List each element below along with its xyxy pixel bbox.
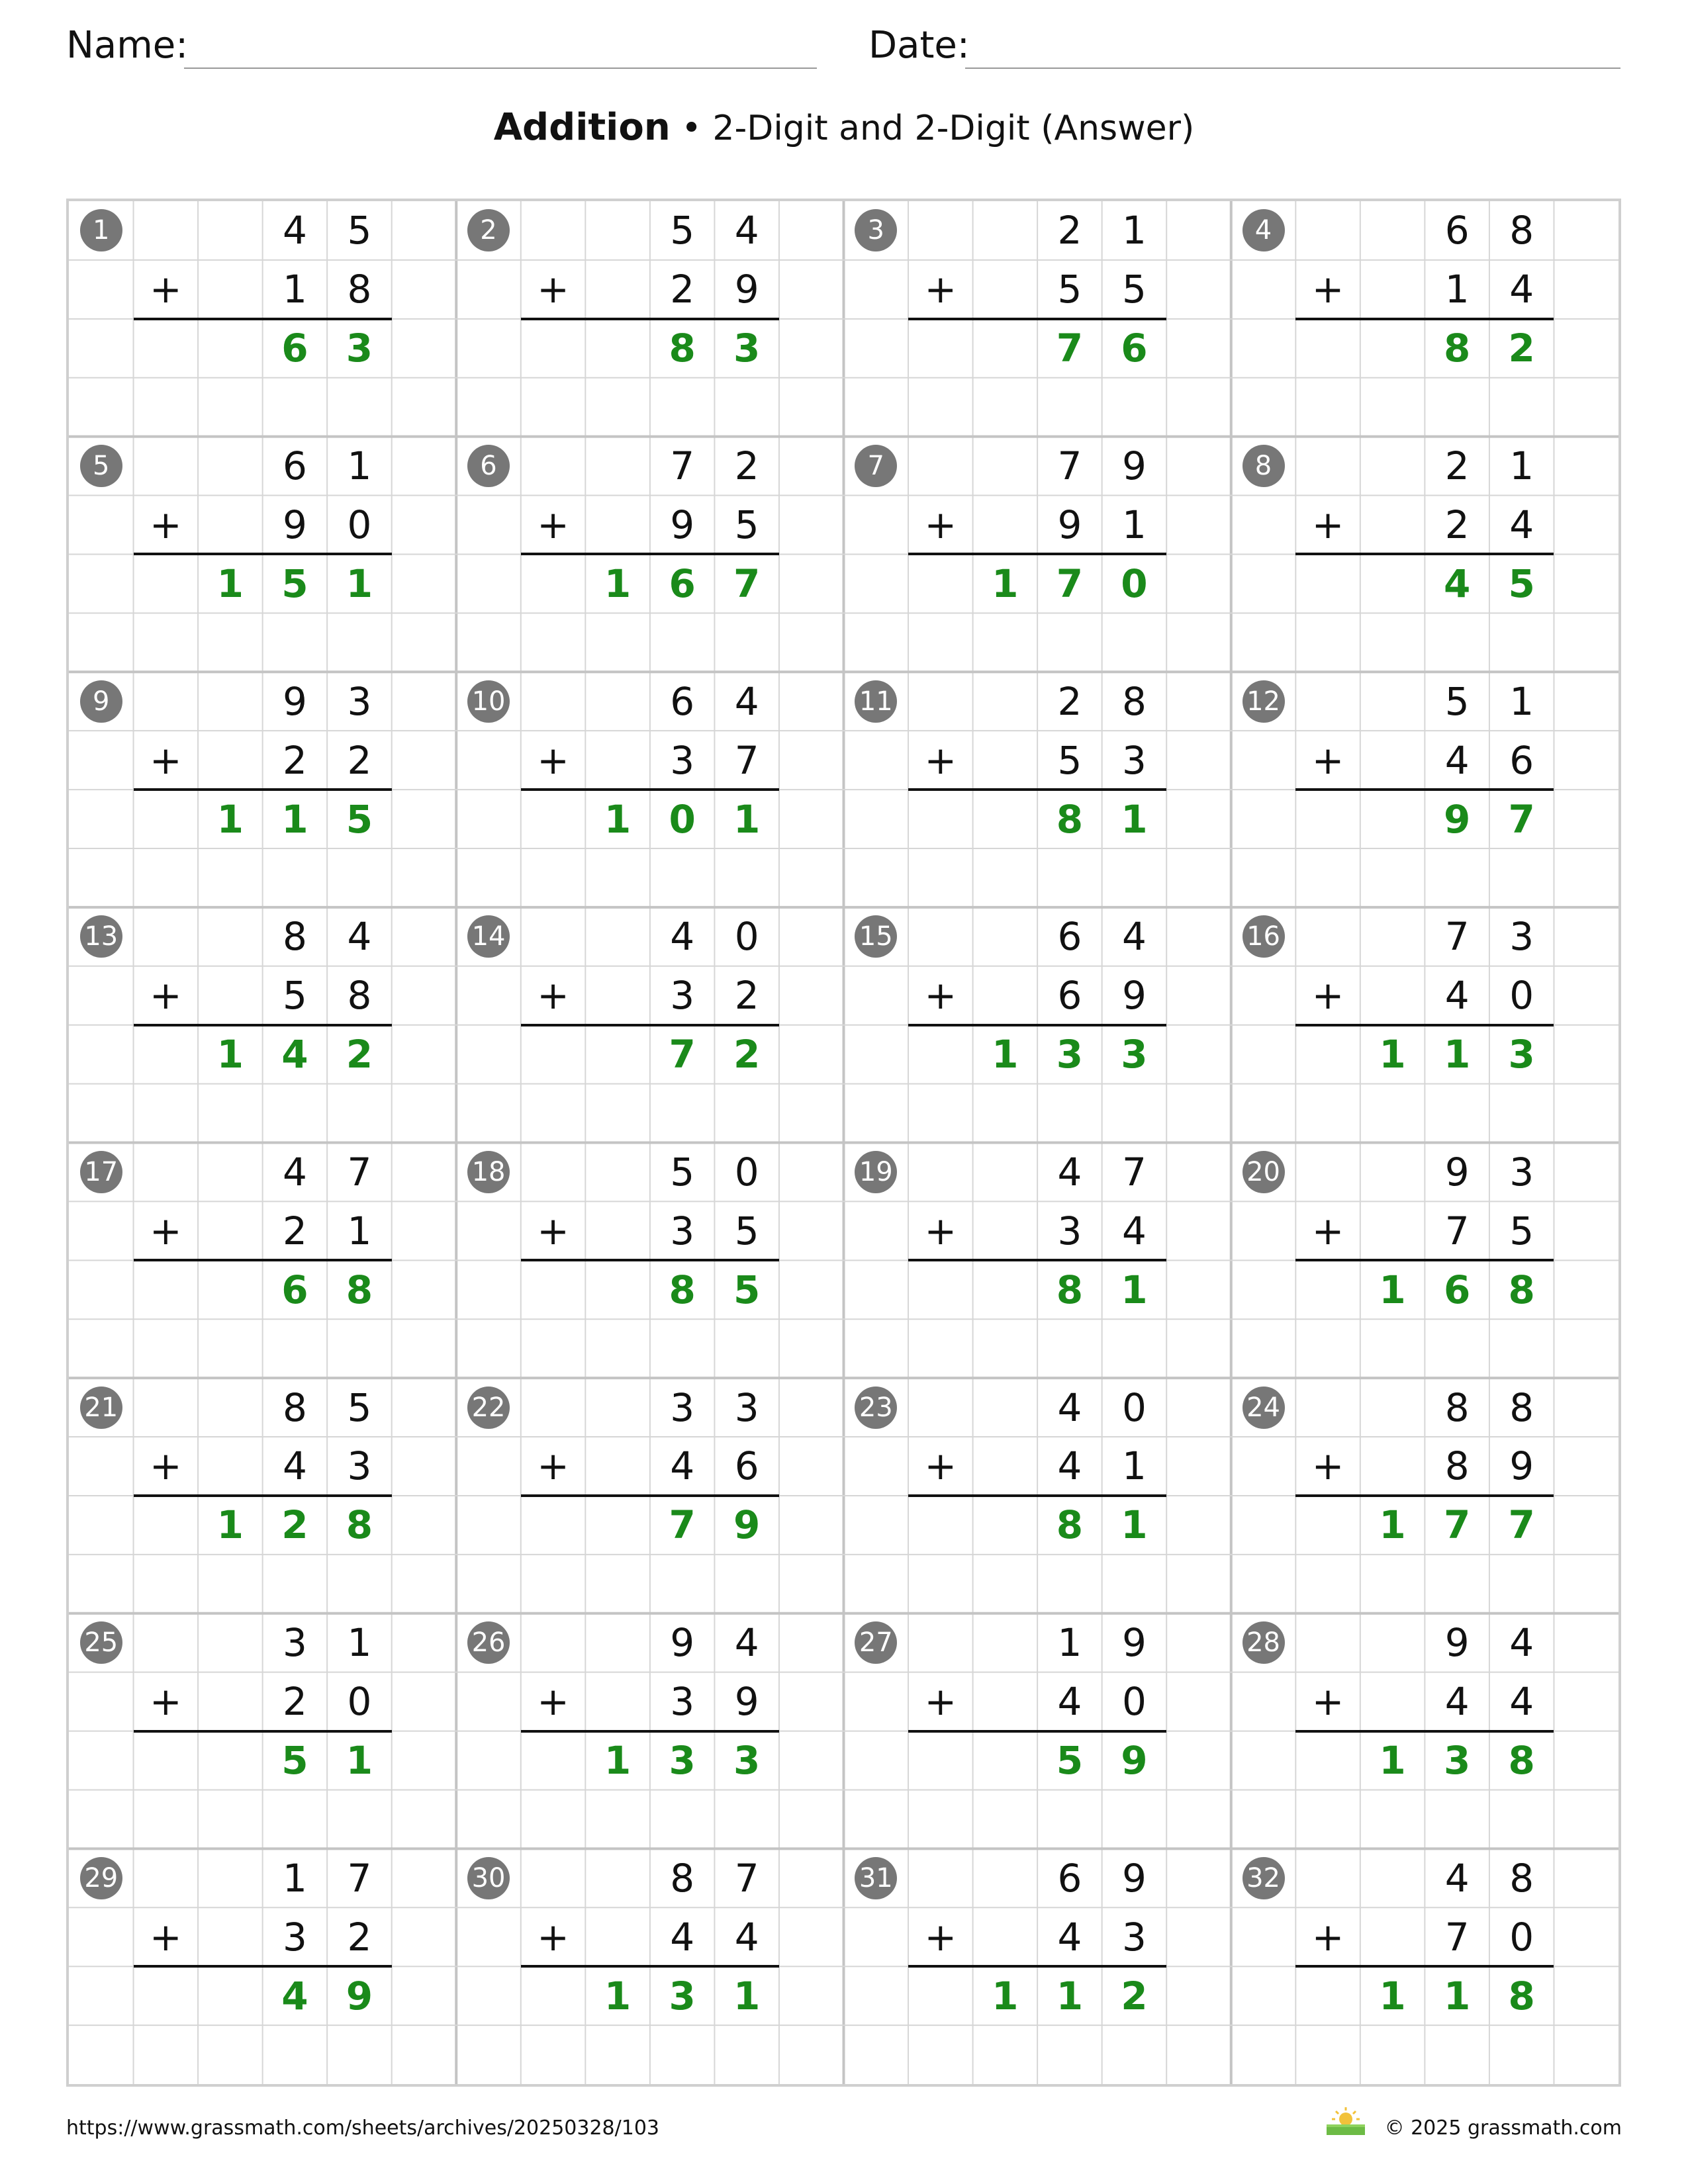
addend-digit: 8 <box>670 1855 695 1901</box>
addend-digit: 3 <box>347 1443 372 1489</box>
plus-sign: + <box>924 1679 957 1725</box>
addend-digit: 0 <box>734 914 759 960</box>
problem-number-badge: 20 <box>1243 1151 1285 1193</box>
plus-sign: + <box>924 267 957 312</box>
addend-digit: 2 <box>670 267 695 312</box>
addend-digit: 0 <box>1509 973 1534 1019</box>
plus-sign: + <box>149 1443 182 1489</box>
name-line[interactable] <box>184 68 817 69</box>
addend-digit: 1 <box>1121 1443 1147 1489</box>
answer-digit: 4 <box>281 1032 308 1077</box>
plus-sign: + <box>149 973 182 1019</box>
problem-number-badge: 14 <box>467 915 510 958</box>
answer-digit: 1 <box>1379 1502 1406 1548</box>
addend-digit: 7 <box>1121 1149 1147 1195</box>
problem-number-badge: 8 <box>1243 445 1285 487</box>
plus-sign: + <box>924 502 957 547</box>
addend-digit: 6 <box>734 1443 759 1489</box>
answer-digit: 2 <box>1121 1973 1148 2019</box>
date-label: Date: <box>868 24 970 67</box>
answer-digit: 3 <box>346 326 373 371</box>
addend-digit: 3 <box>734 1385 759 1430</box>
answer-digit: 8 <box>669 326 696 371</box>
addend-digit: 9 <box>282 502 307 547</box>
addend-digit: 7 <box>734 737 759 783</box>
plus-sign: + <box>537 1679 569 1725</box>
answer-digit: 1 <box>1379 1032 1406 1077</box>
addend-digit: 2 <box>347 737 372 783</box>
addend-digit: 8 <box>1509 1385 1534 1430</box>
answer-digit: 9 <box>1443 796 1471 842</box>
addend-digit: 9 <box>1121 1620 1147 1666</box>
title-sub: • 2-Digit and 2-Digit (Answer) <box>681 109 1195 148</box>
addend-digit: 0 <box>1121 1679 1147 1725</box>
addend-digit: 4 <box>1444 1679 1470 1725</box>
addend-digit: 9 <box>1057 502 1082 547</box>
addend-digit: 5 <box>670 208 695 253</box>
answer-digit: 9 <box>733 1502 761 1548</box>
addend-digit: 4 <box>1509 1620 1534 1666</box>
plus-sign: + <box>1311 502 1344 547</box>
plus-sign: + <box>924 1914 957 1960</box>
grass-sun-logo-icon <box>1323 2105 1369 2138</box>
addend-digit: 8 <box>1121 678 1147 724</box>
addend-digit: 5 <box>347 1385 372 1430</box>
addend-digit: 6 <box>1057 914 1082 960</box>
problem-number-badge: 23 <box>855 1387 897 1429</box>
answer-digit: 0 <box>1121 561 1148 606</box>
addend-digit: 6 <box>1444 208 1470 253</box>
problem-number-badge: 18 <box>467 1151 510 1193</box>
addend-digit: 2 <box>734 443 759 489</box>
problem-number-badge: 26 <box>467 1621 510 1664</box>
addend-digit: 4 <box>1057 1914 1082 1960</box>
answer-digit: 1 <box>1121 1502 1148 1548</box>
problem-number-badge: 28 <box>1243 1621 1285 1664</box>
answer-digit: 1 <box>604 561 632 606</box>
addend-digit: 9 <box>1444 1620 1470 1666</box>
addend-digit: 9 <box>282 678 307 724</box>
answer-digit: 9 <box>346 1973 373 2019</box>
answer-digit: 8 <box>1508 1973 1535 2019</box>
answer-digit: 2 <box>281 1502 308 1548</box>
addend-digit: 2 <box>282 1208 307 1253</box>
addend-digit: 2 <box>282 737 307 783</box>
answer-digit: 1 <box>216 561 244 606</box>
answer-digit: 1 <box>992 1032 1019 1077</box>
answer-digit: 1 <box>216 1502 244 1548</box>
addend-digit: 4 <box>1121 914 1147 960</box>
answer-digit: 8 <box>1056 796 1084 842</box>
addend-digit: 7 <box>734 1855 759 1901</box>
problem-number-badge: 2 <box>467 209 510 251</box>
plus-sign: + <box>1311 737 1344 783</box>
date-line[interactable] <box>965 68 1620 69</box>
addend-digit: 6 <box>1057 1855 1082 1901</box>
addend-digit: 3 <box>1509 914 1534 960</box>
answer-digit: 5 <box>281 1738 308 1784</box>
addend-digit: 3 <box>282 1914 307 1960</box>
addend-digit: 8 <box>1509 1855 1534 1901</box>
answer-digit: 8 <box>1056 1502 1084 1548</box>
answer-digit: 1 <box>1056 1973 1084 2019</box>
plus-sign: + <box>1311 1914 1344 1960</box>
plus-sign: + <box>537 1443 569 1489</box>
plus-sign: + <box>537 1914 569 1960</box>
addend-digit: 9 <box>1121 1855 1147 1901</box>
problem-number-badge: 6 <box>467 445 510 487</box>
problem-number-badge: 13 <box>80 915 122 958</box>
answer-digit: 5 <box>1508 561 1535 606</box>
addend-digit: 7 <box>1057 443 1082 489</box>
answer-digit: 1 <box>1121 796 1148 842</box>
addend-digit: 4 <box>282 208 307 253</box>
answer-digit: 6 <box>281 1267 308 1312</box>
addend-digit: 4 <box>1509 1679 1534 1725</box>
addend-digit: 3 <box>670 973 695 1019</box>
plus-sign: + <box>537 267 569 312</box>
problem-number-badge: 17 <box>80 1151 122 1193</box>
answer-digit: 6 <box>1443 1267 1471 1312</box>
addend-digit: 3 <box>1509 1149 1534 1195</box>
answer-digit: 0 <box>669 796 696 842</box>
addend-digit: 1 <box>282 1855 307 1901</box>
addend-digit: 6 <box>1057 973 1082 1019</box>
addend-digit: 4 <box>734 1620 759 1666</box>
addend-digit: 7 <box>1444 914 1470 960</box>
addend-digit: 8 <box>282 914 307 960</box>
answer-digit: 5 <box>346 796 373 842</box>
addend-digit: 5 <box>1057 737 1082 783</box>
addend-digit: 8 <box>1509 208 1534 253</box>
plus-sign: + <box>149 1914 182 1960</box>
problem-number-badge: 31 <box>855 1857 897 1899</box>
addend-digit: 0 <box>347 1679 372 1725</box>
addend-digit: 5 <box>1509 1208 1534 1253</box>
answer-digit: 8 <box>1056 1267 1084 1312</box>
answer-digit: 1 <box>1121 1267 1148 1312</box>
plus-sign: + <box>537 1208 569 1253</box>
addend-digit: 4 <box>1057 1443 1082 1489</box>
addend-digit: 1 <box>1509 678 1534 724</box>
answer-digit: 7 <box>1056 561 1084 606</box>
plus-sign: + <box>924 1208 957 1253</box>
addend-digit: 4 <box>670 1914 695 1960</box>
addend-digit: 9 <box>1509 1443 1534 1489</box>
addend-digit: 4 <box>1057 1149 1082 1195</box>
addend-digit: 4 <box>1121 1208 1147 1253</box>
addend-digit: 8 <box>347 973 372 1019</box>
answer-digit: 5 <box>733 1267 761 1312</box>
answer-digit: 8 <box>1508 1267 1535 1312</box>
plus-sign: + <box>537 973 569 1019</box>
plus-sign: + <box>1311 267 1344 312</box>
problem-number-badge: 21 <box>80 1387 122 1429</box>
answer-digit: 3 <box>1508 1032 1535 1077</box>
addend-digit: 2 <box>282 1679 307 1725</box>
plus-sign: + <box>924 973 957 1019</box>
addend-digit: 4 <box>734 208 759 253</box>
addend-digit: 7 <box>670 443 695 489</box>
problem-number-badge: 29 <box>80 1857 122 1899</box>
addend-digit: 1 <box>347 443 372 489</box>
problem-number-badge: 1 <box>80 209 122 251</box>
answer-digit: 7 <box>1508 1502 1535 1548</box>
answer-digit: 1 <box>1443 1032 1471 1077</box>
answer-digit: 1 <box>216 796 244 842</box>
answer-digit: 7 <box>1056 326 1084 371</box>
addend-digit: 8 <box>1444 1385 1470 1430</box>
worksheet-grid <box>66 199 1621 2087</box>
addend-digit: 5 <box>282 973 307 1019</box>
addend-digit: 0 <box>734 1149 759 1195</box>
addend-digit: 4 <box>1057 1385 1082 1430</box>
addend-digit: 3 <box>1057 1208 1082 1253</box>
addend-digit: 9 <box>670 502 695 547</box>
addend-digit: 7 <box>1444 1208 1470 1253</box>
answer-digit: 7 <box>1508 796 1535 842</box>
answer-digit: 8 <box>669 1267 696 1312</box>
answer-digit: 6 <box>281 326 308 371</box>
addend-digit: 4 <box>1057 1679 1082 1725</box>
problem-number-badge: 4 <box>1243 209 1285 251</box>
addend-digit: 1 <box>1121 502 1147 547</box>
addend-digit: 1 <box>1509 443 1534 489</box>
answer-digit: 5 <box>1056 1738 1084 1784</box>
addend-digit: 3 <box>282 1620 307 1666</box>
plus-sign: + <box>149 1679 182 1725</box>
addend-digit: 0 <box>347 502 372 547</box>
addend-digit: 3 <box>1121 737 1147 783</box>
answer-digit: 3 <box>1056 1032 1084 1077</box>
answer-digit: 2 <box>1508 326 1535 371</box>
answer-digit: 5 <box>281 561 308 606</box>
addend-digit: 4 <box>347 914 372 960</box>
answer-digit: 6 <box>669 561 696 606</box>
addend-digit: 2 <box>734 973 759 1019</box>
addend-digit: 4 <box>670 1443 695 1489</box>
problem-number-badge: 12 <box>1243 680 1285 723</box>
plus-sign: + <box>924 1443 957 1489</box>
problem-number-badge: 30 <box>467 1857 510 1899</box>
problem-number-badge: 3 <box>855 209 897 251</box>
answer-digit: 7 <box>733 561 761 606</box>
addend-digit: 7 <box>347 1149 372 1195</box>
answer-digit: 1 <box>1379 1738 1406 1784</box>
answer-digit: 1 <box>733 1973 761 2019</box>
answer-digit: 8 <box>1508 1738 1535 1784</box>
answer-digit: 7 <box>669 1032 696 1077</box>
addend-digit: 0 <box>1509 1914 1534 1960</box>
addend-digit: 1 <box>282 267 307 312</box>
problem-number-badge: 19 <box>855 1151 897 1193</box>
problem-number-badge: 9 <box>80 680 122 723</box>
problem-number-badge: 11 <box>855 680 897 723</box>
addend-digit: 2 <box>1057 678 1082 724</box>
plus-sign: + <box>149 1208 182 1253</box>
addend-digit: 3 <box>670 737 695 783</box>
title-main: Addition <box>493 106 671 149</box>
addend-digit: 3 <box>347 678 372 724</box>
plus-sign: + <box>537 502 569 547</box>
answer-digit: 8 <box>346 1267 373 1312</box>
answer-digit: 1 <box>346 1738 373 1784</box>
addend-digit: 4 <box>1509 267 1534 312</box>
addend-digit: 1 <box>1444 267 1470 312</box>
problem-number-badge: 32 <box>1243 1857 1285 1899</box>
answer-digit: 3 <box>733 326 761 371</box>
plus-sign: + <box>149 737 182 783</box>
answer-digit: 9 <box>1121 1738 1148 1784</box>
addend-digit: 3 <box>670 1208 695 1253</box>
addend-digit: 6 <box>1509 737 1534 783</box>
answer-digit: 6 <box>1121 326 1148 371</box>
problem-number-badge: 16 <box>1243 915 1285 958</box>
addend-digit: 4 <box>1444 973 1470 1019</box>
answer-digit: 7 <box>1443 1502 1471 1548</box>
addend-digit: 5 <box>1057 267 1082 312</box>
addend-digit: 8 <box>282 1385 307 1430</box>
addend-digit: 4 <box>1509 502 1534 547</box>
answer-digit: 2 <box>346 1032 373 1077</box>
plus-sign: + <box>149 267 182 312</box>
addend-digit: 3 <box>670 1385 695 1430</box>
answer-digit: 1 <box>604 796 632 842</box>
addend-digit: 5 <box>347 208 372 253</box>
addend-digit: 5 <box>734 502 759 547</box>
addend-digit: 2 <box>347 1914 372 1960</box>
footer-url: https://www.grassmath.com/sheets/archives/20250328/103 <box>66 2116 660 2140</box>
problem-number-badge: 27 <box>855 1621 897 1664</box>
addend-digit: 4 <box>282 1149 307 1195</box>
plus-sign: + <box>1311 973 1344 1019</box>
problem-number-badge: 22 <box>467 1387 510 1429</box>
addend-digit: 9 <box>1121 973 1147 1019</box>
addend-digit: 7 <box>1444 1914 1470 1960</box>
addend-digit: 4 <box>670 914 695 960</box>
answer-digit: 4 <box>1443 561 1471 606</box>
addend-digit: 4 <box>1444 737 1470 783</box>
addend-digit: 9 <box>734 267 759 312</box>
addend-digit: 8 <box>1444 1443 1470 1489</box>
addend-digit: 4 <box>734 1914 759 1960</box>
plus-sign: + <box>1311 1443 1344 1489</box>
answer-digit: 1 <box>281 796 308 842</box>
footer-copyright: © 2025 grassmath.com <box>1384 2116 1622 2140</box>
answer-digit: 1 <box>992 1973 1019 2019</box>
problem-number-badge: 15 <box>855 915 897 958</box>
answer-digit: 7 <box>669 1502 696 1548</box>
answer-digit: 4 <box>281 1973 308 2019</box>
answer-digit: 1 <box>604 1973 632 2019</box>
answer-digit: 1 <box>1379 1973 1406 2019</box>
addend-digit: 1 <box>347 1208 372 1253</box>
answer-digit: 1 <box>733 796 761 842</box>
plus-sign: + <box>149 502 182 547</box>
answer-digit: 3 <box>733 1738 761 1784</box>
problem-number-badge: 7 <box>855 445 897 487</box>
answer-digit: 1 <box>1443 1973 1471 2019</box>
addend-digit: 9 <box>670 1620 695 1666</box>
answer-digit: 3 <box>669 1738 696 1784</box>
addend-digit: 4 <box>734 678 759 724</box>
answer-digit: 1 <box>346 561 373 606</box>
answer-digit: 8 <box>346 1502 373 1548</box>
addend-digit: 5 <box>670 1149 695 1195</box>
plus-sign: + <box>1311 1679 1344 1725</box>
answer-digit: 3 <box>1443 1738 1471 1784</box>
addend-digit: 9 <box>1121 443 1147 489</box>
addend-digit: 3 <box>1121 1914 1147 1960</box>
addend-digit: 5 <box>1444 678 1470 724</box>
addend-digit: 1 <box>347 1620 372 1666</box>
addend-digit: 2 <box>1057 208 1082 253</box>
addend-digit: 2 <box>1444 502 1470 547</box>
answer-digit: 2 <box>733 1032 761 1077</box>
addend-digit: 1 <box>1057 1620 1082 1666</box>
answer-digit: 1 <box>604 1738 632 1784</box>
answer-digit: 1 <box>992 561 1019 606</box>
page-title <box>0 106 1688 149</box>
addend-digit: 7 <box>347 1855 372 1901</box>
answer-digit: 8 <box>1443 326 1471 371</box>
problem-number-badge: 25 <box>80 1621 122 1664</box>
addend-digit: 1 <box>1121 208 1147 253</box>
name-label: Name: <box>66 24 189 67</box>
addend-digit: 5 <box>734 1208 759 1253</box>
addend-digit: 2 <box>1444 443 1470 489</box>
addend-digit: 5 <box>1121 267 1147 312</box>
addend-digit: 0 <box>1121 1385 1147 1430</box>
answer-digit: 1 <box>1379 1267 1406 1312</box>
addend-digit: 4 <box>282 1443 307 1489</box>
problem-number-badge: 10 <box>467 680 510 723</box>
problem-number-badge: 5 <box>80 445 122 487</box>
answer-digit: 3 <box>1121 1032 1148 1077</box>
problem-number-badge: 24 <box>1243 1387 1285 1429</box>
addend-digit: 9 <box>734 1679 759 1725</box>
answer-digit: 1 <box>216 1032 244 1077</box>
plus-sign: + <box>1311 1208 1344 1253</box>
plus-sign: + <box>537 737 569 783</box>
addend-digit: 8 <box>347 267 372 312</box>
addend-digit: 6 <box>670 678 695 724</box>
addend-digit: 6 <box>282 443 307 489</box>
addend-digit: 9 <box>1444 1149 1470 1195</box>
addend-digit: 3 <box>670 1679 695 1725</box>
addend-digit: 4 <box>1444 1855 1470 1901</box>
plus-sign: + <box>924 737 957 783</box>
answer-digit: 3 <box>669 1973 696 2019</box>
